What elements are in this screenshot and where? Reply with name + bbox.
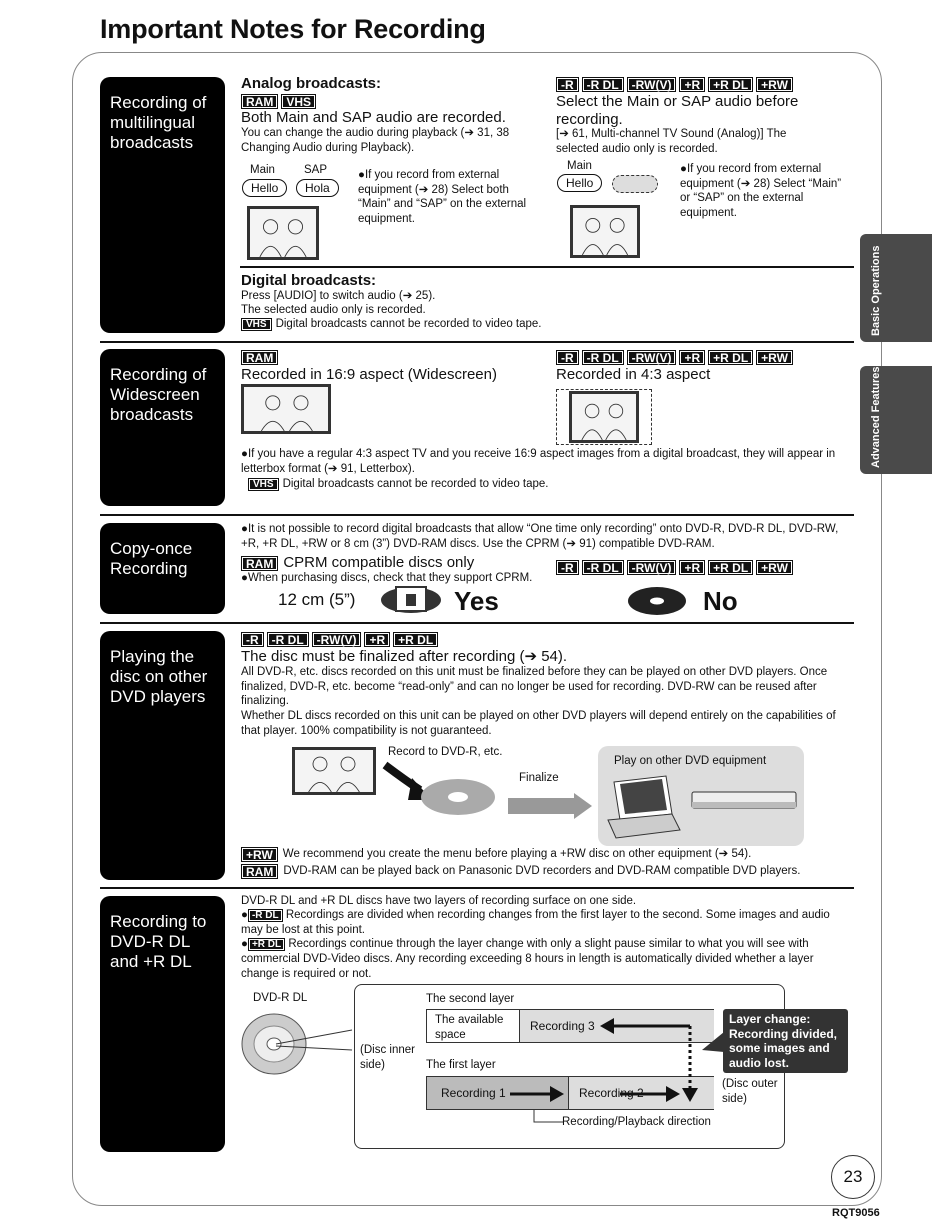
rw-note: We recommend you create the menu before playing a +RW disc on other equipment (➔ 54). [282,848,752,861]
layer-arrows [500,1016,700,1112]
badge: RAM [241,94,278,109]
digital-line: Digital broadcasts cannot be recorded to video tape. [275,318,542,330]
badge: +R DL [708,560,753,575]
badge-group [556,560,793,575]
badge: -R DL [248,909,283,922]
disc-size: 12 cm (5”) [278,590,356,609]
doc-code: RQT9056 [832,1207,880,1219]
divider [240,266,854,268]
section-label-dl: Recording to DVD-R DL and +R DL [100,896,225,1152]
finalize-label: Finalize [519,772,559,784]
rw-note-row [241,847,751,862]
badge-group [556,77,793,92]
empty-bubble [612,175,658,193]
recording-3-label: Recording 3 [530,1019,595,1033]
badge: -R [556,350,579,365]
finalize-arrow [508,793,592,819]
tab-advanced-features[interactable]: Advanced Features [860,366,932,474]
ram-note: DVD-RAM can be played back on Panasonic DVD recorders and DVD-RAM compatible DVD players. [283,865,801,878]
tab-basic-operations[interactable]: Basic Operations [860,234,932,342]
dl-intro: DVD-R DL and +R DL discs have two layers of recording surface on one side. [241,895,637,907]
outer-side-label: (Disc outer side) [722,1078,778,1105]
multilingual-right-sub: [➔ 61, Multi-channel TV Sound (Analog)] The selected audio only is recorded. [556,128,787,155]
tv-image-43 [569,391,639,443]
widescreen-right-main: Recorded in 4:3 aspect [556,366,711,383]
multilingual-right-note: ●If you record from external equipment (➔ 28) Select “Main” or “SAP” on the external equipment. [680,163,842,219]
badge: +RW [756,77,793,92]
callout-pointer [700,1030,726,1054]
analog-heading: Analog broadcasts: [241,75,382,92]
tv-image [570,205,640,258]
vhs-note: Digital broadcasts cannot be recorded to video tape. [282,478,549,490]
badge: +R DL [708,350,753,365]
section-divider [100,514,854,516]
widescreen-note: ●If you have a regular 4:3 aspect TV and you receive 16:9 aspect images from a digital broadcast, they will appear in letterbox format (➔ 91, Letterbox). [241,448,836,475]
badge: +R DL [393,632,438,647]
badge: +RW [241,847,278,862]
badge: +R DL [708,77,753,92]
inner-side-label: (Disc inner side) [360,1044,415,1071]
badge: -R [556,77,579,92]
badge: RAM [241,864,278,879]
record-to-label: Record to DVD-R, etc. [388,746,503,758]
badge: -R [556,560,579,575]
dvd-r-dl-label: DVD-R DL [253,992,308,1004]
digital-line: Press [AUDIO] to switch audio (➔ 25). [241,290,436,302]
tv-image-widescreen [241,384,331,434]
tv-image [247,206,319,260]
available-space: The available space [435,1014,504,1041]
record-disc-graphic [380,760,500,820]
dl-bullet-text: Recordings are divided when recording changes from the first layer to the second. Some images and audio may be lost at this point. [241,909,830,936]
play-other-label: Play on other DVD equipment [614,755,767,767]
widescreen-left-main: Recorded in 16:9 aspect (Widescreen) [241,366,497,383]
direction-line [530,1110,566,1126]
yes-label: Yes [454,586,499,616]
multilingual-right-main: Select the Main or SAP audio before recording. [556,93,799,128]
digital-heading: Digital broadcasts: [241,272,377,289]
cprm-text: CPRM compatible discs only [283,554,475,571]
dl-bullet-2: ● +R DL Recordings continue through the layer change with only a slight pause similar to what you will see with commercial DVD-Video discs. Any recording exceeding 8 hours in length is automatically divided whether a layer change is required or not. [241,938,814,980]
multilingual-left-main: Both Main and SAP audio are recorded. [241,109,506,126]
digital-vhs-row [241,317,542,332]
badge: -RW(V) [627,560,677,575]
dl-bullet-text: Recordings continue through the layer change with only a slight pause similar to what you will see with commercial DVD-Video discs. Any recording exceeding 8 hours in length is automatically divided whether a layer change is required or not. [241,938,814,980]
no-label: No [703,586,738,616]
badge-group [556,350,793,365]
badge-group [241,632,438,647]
badge: -R DL [582,350,624,365]
section-label-widescreen: Recording of Widescreen broadcasts [100,349,225,506]
digital-line: The selected audio only is recorded. [241,304,426,316]
badge: +R DL [248,938,285,951]
badge: +RW [756,560,793,575]
badge: -RW(V) [312,632,362,647]
badge: -R [241,632,264,647]
widescreen-vhs-row [248,477,549,492]
purchase-note: ●When purchasing discs, check that they support CPRM. [241,572,533,584]
section-label-copy-once: Copy-once Recording [100,523,225,614]
disc-icon [627,586,687,616]
page-number: 23 [831,1155,875,1199]
ram-note-row [241,864,800,879]
cprm-row [241,554,474,572]
badge: +R [364,632,390,647]
first-layer-label: The first layer [426,1059,496,1071]
section-divider [100,887,854,889]
badge: -RW(V) [627,77,677,92]
recording-2-label: Recording 2 [579,1086,644,1100]
badge-group [241,350,278,365]
speech-bubble: Hola [296,179,339,197]
copy-once-note: ●It is not possible to record digital broadcasts that allow “One time only recording” onto DVD-R, DVD-R DL, DVD-RW, +R, +R DL, +RW or 8 cm (3”) DVD-RAM discs. Use the CPRM (➔ 91) compatible DVD-RAM. [241,523,839,550]
dvd-devices-icon [606,774,802,842]
badge: VHS [241,318,272,331]
label-main: Main [567,160,592,172]
badge: +R [679,77,705,92]
ram-disc-icon [380,584,442,614]
page-title: Important Notes for Recording [100,14,486,44]
layer-change-callout: Layer change: Recording divided, some images and audio lost. [723,1009,848,1073]
badge: -R DL [267,632,309,647]
badge: RAM [241,350,278,365]
badge: RAM [241,556,278,571]
dl-disc-icon [236,1004,354,1076]
direction-label: Recording/Playback direction [562,1116,711,1128]
section-divider [100,622,854,624]
badge: VHS [248,478,279,491]
multilingual-left-sub: You can change the audio during playback (➔ 31, 38 Changing Audio during Playback). [241,127,510,154]
section-label-playing: Playing the disc on other DVD players [100,631,225,880]
section-label-multilingual: Recording of multilingual broadcasts [100,77,225,333]
playing-para: All DVD-R, etc. discs recorded on this unit must be finalized before they can be played on other DVD players. Once finalized, DVD-R, etc. become “read-only” and can no longer be used for recording. DVD-RW can be reused after finalizing. [241,666,828,707]
recording-1-label: Recording 1 [441,1086,506,1100]
badge: -RW(V) [627,350,677,365]
badge: -R DL [582,77,624,92]
label-sap: SAP [304,164,328,176]
playing-main: The disc must be finalized after recording (➔ 54). [241,648,568,665]
badge: VHS [281,94,316,109]
badge: +RW [756,350,793,365]
playing-para: Whether DL discs recorded on this unit can be played on other DVD players will depend entirely on the capabilities of that player. 100% compatibility is not guaranteed. [241,710,836,737]
tv-image [292,747,376,795]
speech-bubble: Hello [242,179,287,197]
speech-bubble: Hello [557,174,602,192]
badge: +R [679,350,705,365]
play-other-box [598,746,804,846]
badge: +R [679,560,705,575]
badge-group [241,94,316,109]
second-layer-label: The second layer [426,993,515,1005]
dl-bullet-1: ● -R DL Recordings are divided when recording changes from the first layer to the second. Some images and audio may be lost at this point. [241,909,830,936]
label-main: Main [250,164,275,176]
badge: -R DL [582,560,624,575]
section-divider [100,341,854,343]
multilingual-left-note: ●If you record from external equipment (➔ 28) Select both “Main” and “SAP” on the external equipment. [358,169,527,225]
